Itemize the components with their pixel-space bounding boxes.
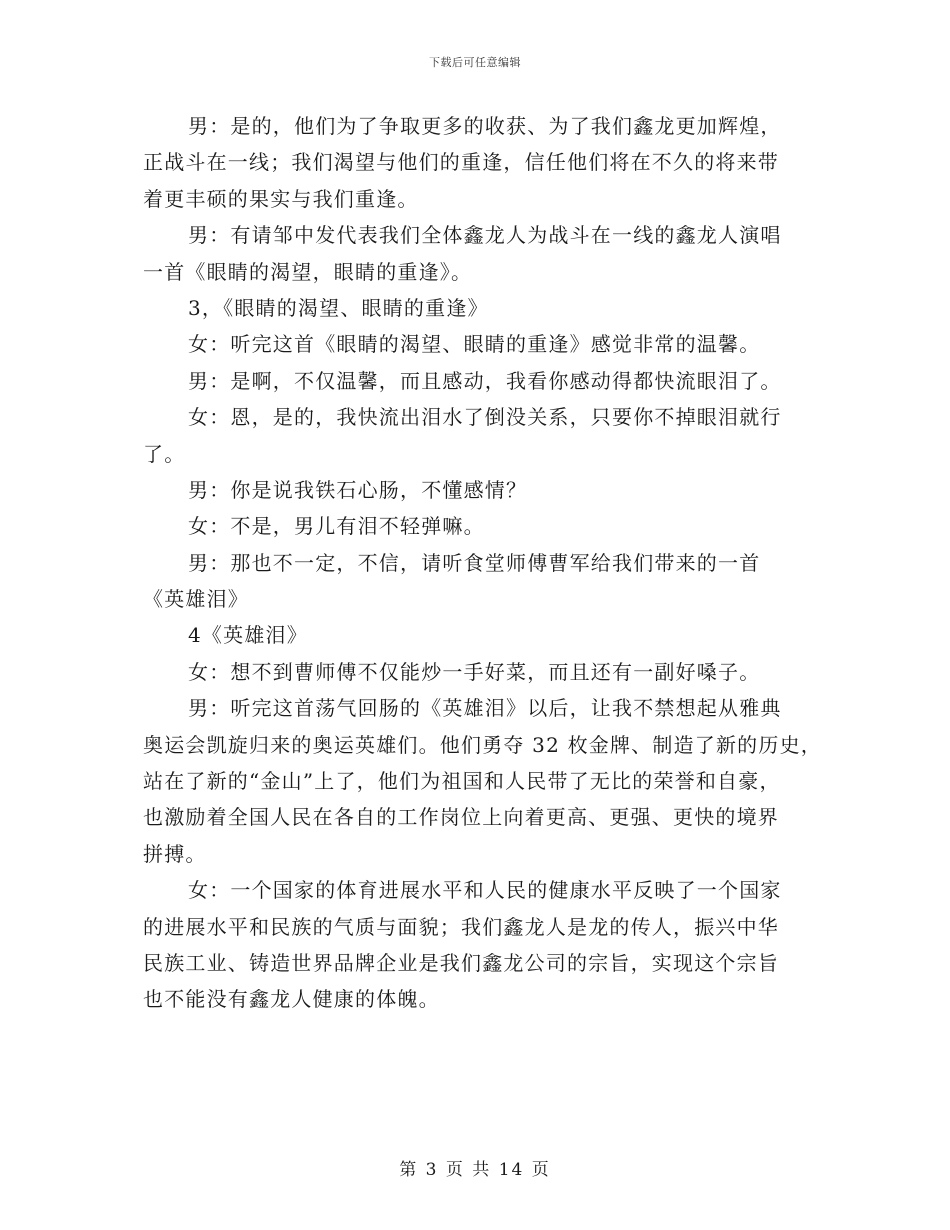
text-line: 民族工业、铸造世界品牌企业是我们鑫龙公司的宗旨，实现这个宗旨 bbox=[143, 950, 779, 975]
text-line: 女：想不到曹师傅不仅能炒一手好菜，而且还有一副好嗓子。 bbox=[188, 659, 761, 684]
text-line: 也不能没有鑫龙人健康的体魄。 bbox=[143, 987, 440, 1012]
text-line: 男：有请邹中发代表我们全体鑫龙人为战斗在一线的鑫龙人演唱 bbox=[188, 223, 782, 248]
text-line: 正战斗在一线；我们渴望与他们的重逢，信任他们将在不久的将来带 bbox=[143, 150, 779, 175]
page-header: 下载后可任意编辑 bbox=[429, 56, 521, 69]
text-line: 4《英雄泪》 bbox=[188, 623, 308, 648]
text-line: 女：听完这首《眼睛的渴望、眼睛的重逢》感觉非常的温馨。 bbox=[188, 332, 761, 357]
page-footer: 第 3 页 共 14 页 bbox=[399, 1160, 551, 1180]
text-line: 《英雄泪》 bbox=[143, 587, 249, 612]
text-line: 了。 bbox=[143, 441, 186, 466]
text-line: 男：是的，他们为了争取更多的收获、为了我们鑫龙更加辉煌， bbox=[188, 114, 782, 138]
text-line: 女：恩，是的，我快流出泪水了倒没关系，只要你不掉眼泪就行 bbox=[188, 405, 782, 430]
text-line: 男：你是说我铁石心肠，不懂感情？ bbox=[188, 477, 528, 502]
text-line: 一首《眼睛的渴望，眼睛的重逢》。 bbox=[143, 259, 473, 284]
text-line: 3，《眼睛的渴望、眼睛的重逢》 bbox=[188, 295, 489, 320]
text-line: 男：那也不一定，不信，请听食堂师傅曹军给我们带来的一首 bbox=[188, 550, 761, 575]
text-line: 的进展水平和民族的气质与面貌；我们鑫龙人是龙的传人，振兴中华 bbox=[143, 914, 779, 939]
text-line: 拼搏。 bbox=[143, 841, 207, 866]
text-line: 站在了新的“金山”上了，他们为祖国和人民带了无比的荣誉和自豪， bbox=[143, 769, 781, 794]
text-line: 奥运会凯旋归来的奥运英雄们。他们勇夺 32 枚金牌、制造了新的历史， bbox=[143, 732, 822, 757]
text-line: 女：一个国家的体育进展水平和人民的健康水平反映了一个国家 bbox=[188, 878, 782, 903]
text-line: 女：不是，男儿有泪不轻弹嘛。 bbox=[188, 514, 485, 539]
document-body bbox=[143, 108, 822, 1018]
text-line: 男：听完这首荡气回肠的《英雄泪》以后，让我不禁想起从雅典 bbox=[188, 696, 782, 721]
text-line: 着更丰硕的果实与我们重逢。 bbox=[143, 186, 419, 211]
text-line: 也激励着全国人民在各自的工作岗位上向着更高、更强、更快的境界 bbox=[143, 805, 779, 830]
text-line: 男：是啊，不仅温馨，而且感动，我看你感动得都快流眼泪了。 bbox=[188, 368, 782, 393]
